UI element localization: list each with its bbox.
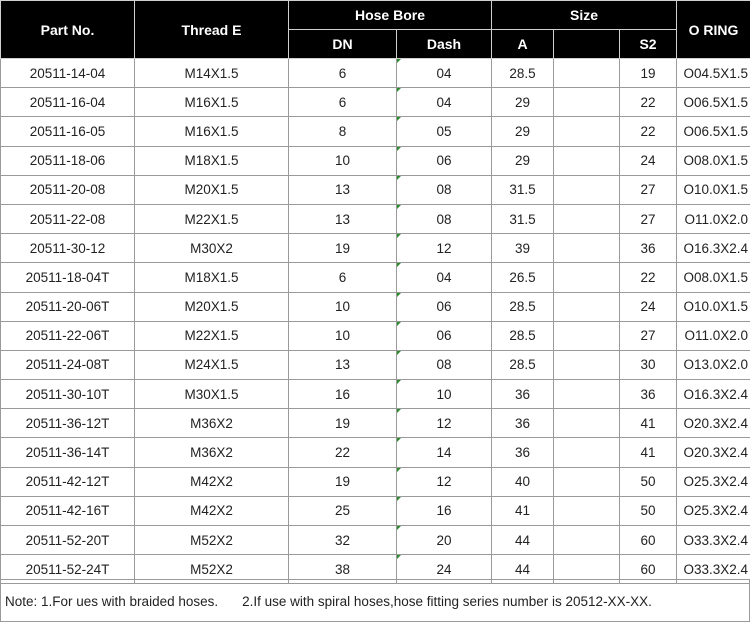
- cell-o-ring: O06.5X1.5: [677, 117, 750, 146]
- cell-dash: 06: [397, 146, 492, 175]
- cell-blank: [554, 146, 620, 175]
- cell-o-ring: O33.3X2.4: [677, 526, 750, 555]
- cell-blank: [554, 380, 620, 409]
- cell-s2: 41: [620, 438, 677, 467]
- table-row: [1, 438, 750, 467]
- cell-thread-e: M52X2: [135, 526, 289, 555]
- cell-blank: [554, 496, 620, 525]
- header-size: Size: [492, 1, 677, 30]
- cell-blank: [554, 292, 620, 321]
- cell-s2: 36: [620, 380, 677, 409]
- cell-part-no: 20511-42-12T: [1, 467, 135, 496]
- cell-s2: 30: [620, 350, 677, 379]
- cell-o-ring: O11.0X2.0: [677, 321, 750, 350]
- cell-dash: 24: [397, 555, 492, 584]
- cell-dn: 25: [289, 496, 397, 525]
- cell-thread-e: M30X1.5: [135, 380, 289, 409]
- cell-dash: 04: [397, 59, 492, 88]
- cell-dash: 16: [397, 496, 492, 525]
- table-row: [1, 117, 750, 146]
- cell-dash: 06: [397, 292, 492, 321]
- cell-o-ring: O16.3X2.4: [677, 234, 750, 263]
- table-row: [1, 234, 750, 263]
- cell-s2: 27: [620, 175, 677, 204]
- cell-part-no: 20511-42-16T: [1, 496, 135, 525]
- cell-blank: [554, 467, 620, 496]
- cell-a: 36: [492, 438, 554, 467]
- header-a: A: [492, 30, 554, 59]
- cell-thread-e: M36X2: [135, 438, 289, 467]
- cell-thread-e: M16X1.5: [135, 88, 289, 117]
- cell-part-no: 20511-22-06T: [1, 321, 135, 350]
- header-part-no: Part No.: [1, 1, 135, 59]
- cell-thread-e: M36X2: [135, 409, 289, 438]
- cell-a: 39: [492, 234, 554, 263]
- cell-s2: 60: [620, 526, 677, 555]
- table-row: [1, 321, 750, 350]
- cell-o-ring: O10.0X1.5: [677, 175, 750, 204]
- cell-s2: 36: [620, 234, 677, 263]
- cell-s2: 22: [620, 263, 677, 292]
- cell-part-no: 20511-18-04T: [1, 263, 135, 292]
- table-row: [1, 526, 750, 555]
- cell-a: 31.5: [492, 204, 554, 233]
- cell-part-no: 20511-36-12T: [1, 409, 135, 438]
- cell-a: 29: [492, 146, 554, 175]
- cell-dn: 38: [289, 555, 397, 584]
- cell-part-no: 20511-20-06T: [1, 292, 135, 321]
- cell-part-no: 20511-22-08: [1, 204, 135, 233]
- cell-s2: 22: [620, 88, 677, 117]
- cell-thread-e: M14X1.5: [135, 59, 289, 88]
- cell-thread-e: M16X1.5: [135, 117, 289, 146]
- cell-dash: 10: [397, 380, 492, 409]
- cell-part-no: 20511-52-20T: [1, 526, 135, 555]
- cell-dash: 06: [397, 321, 492, 350]
- cell-o-ring: O04.5X1.5: [677, 59, 750, 88]
- cell-dn: 19: [289, 409, 397, 438]
- cell-a: 29: [492, 117, 554, 146]
- cell-thread-e: M20X1.5: [135, 292, 289, 321]
- cell-o-ring: O06.5X1.5: [677, 88, 750, 117]
- table-row: [1, 409, 750, 438]
- cell-s2: 19: [620, 59, 677, 88]
- cell-o-ring: O08.0X1.5: [677, 146, 750, 175]
- cell-blank: [554, 526, 620, 555]
- cell-blank: [554, 59, 620, 88]
- cell-s2: 41: [620, 409, 677, 438]
- cell-a: 26.5: [492, 263, 554, 292]
- cell-blank: [554, 321, 620, 350]
- cell-dash: 12: [397, 234, 492, 263]
- cell-dash: 04: [397, 263, 492, 292]
- header-thread-e: Thread E: [135, 1, 289, 59]
- table-row: [1, 88, 750, 117]
- footnote: [0, 579, 750, 622]
- cell-blank: [554, 204, 620, 233]
- cell-thread-e: M22X1.5: [135, 321, 289, 350]
- cell-blank: [554, 350, 620, 379]
- cell-part-no: 20511-18-06: [1, 146, 135, 175]
- cell-s2: 27: [620, 321, 677, 350]
- cell-o-ring: O11.0X2.0: [677, 204, 750, 233]
- cell-dn: 6: [289, 263, 397, 292]
- cell-s2: 22: [620, 117, 677, 146]
- cell-a: 28.5: [492, 59, 554, 88]
- cell-thread-e: M20X1.5: [135, 175, 289, 204]
- table-row: [1, 204, 750, 233]
- table-header: [1, 1, 750, 59]
- cell-dn: 13: [289, 175, 397, 204]
- cell-dn: 16: [289, 380, 397, 409]
- cell-a: 44: [492, 555, 554, 584]
- cell-s2: 50: [620, 467, 677, 496]
- header-o-ring: O RING: [677, 1, 750, 59]
- cell-dash: 08: [397, 350, 492, 379]
- header-dash: Dash: [397, 30, 492, 59]
- cell-dash: 12: [397, 467, 492, 496]
- cell-dash: 12: [397, 409, 492, 438]
- header-hose-bore: Hose Bore: [289, 1, 492, 30]
- cell-dash: 04: [397, 88, 492, 117]
- cell-thread-e: M22X1.5: [135, 204, 289, 233]
- table-row: [1, 292, 750, 321]
- cell-dn: 19: [289, 467, 397, 496]
- table-row: [1, 175, 750, 204]
- cell-o-ring: O20.3X2.4: [677, 438, 750, 467]
- cell-part-no: 20511-16-05: [1, 117, 135, 146]
- cell-blank: [554, 263, 620, 292]
- table-row: [1, 263, 750, 292]
- table-body: [1, 59, 750, 584]
- cell-dn: 10: [289, 146, 397, 175]
- cell-part-no: 20511-14-04: [1, 59, 135, 88]
- cell-dn: 32: [289, 526, 397, 555]
- cell-thread-e: M30X2: [135, 234, 289, 263]
- cell-a: 36: [492, 409, 554, 438]
- cell-blank: [554, 175, 620, 204]
- cell-thread-e: M24X1.5: [135, 350, 289, 379]
- cell-thread-e: M18X1.5: [135, 146, 289, 175]
- cell-thread-e: M42X2: [135, 496, 289, 525]
- cell-dn: 10: [289, 292, 397, 321]
- cell-o-ring: O25.3X2.4: [677, 496, 750, 525]
- table-row: [1, 467, 750, 496]
- cell-o-ring: O16.3X2.4: [677, 380, 750, 409]
- cell-a: 44: [492, 526, 554, 555]
- cell-a: 28.5: [492, 350, 554, 379]
- header-dn: DN: [289, 30, 397, 59]
- cell-s2: 50: [620, 496, 677, 525]
- cell-a: 41: [492, 496, 554, 525]
- cell-s2: 24: [620, 292, 677, 321]
- cell-part-no: 20511-16-04: [1, 88, 135, 117]
- cell-blank: [554, 88, 620, 117]
- cell-blank: [554, 438, 620, 467]
- cell-dash: 20: [397, 526, 492, 555]
- header-blank: [554, 30, 620, 59]
- cell-dn: 6: [289, 88, 397, 117]
- cell-blank: [554, 409, 620, 438]
- cell-dn: 8: [289, 117, 397, 146]
- table-row: [1, 380, 750, 409]
- cell-o-ring: O10.0X1.5: [677, 292, 750, 321]
- cell-dn: 19: [289, 234, 397, 263]
- cell-o-ring: O13.0X2.0: [677, 350, 750, 379]
- cell-dash: 14: [397, 438, 492, 467]
- cell-part-no: 20511-20-08: [1, 175, 135, 204]
- cell-a: 36: [492, 380, 554, 409]
- cell-dn: 6: [289, 59, 397, 88]
- cell-thread-e: M52X2: [135, 555, 289, 584]
- cell-part-no: 20511-24-08T: [1, 350, 135, 379]
- cell-thread-e: M42X2: [135, 467, 289, 496]
- cell-dash: 08: [397, 204, 492, 233]
- cell-dn: 10: [289, 321, 397, 350]
- cell-o-ring: O20.3X2.4: [677, 409, 750, 438]
- cell-blank: [554, 234, 620, 263]
- cell-thread-e: M18X1.5: [135, 263, 289, 292]
- cell-a: 28.5: [492, 292, 554, 321]
- cell-part-no: 20511-30-12: [1, 234, 135, 263]
- table-row: [1, 59, 750, 88]
- footnote-1: Note: 1.For ues with braided hoses.: [5, 594, 219, 609]
- cell-a: 28.5: [492, 321, 554, 350]
- cell-o-ring: O33.3X2.4: [677, 555, 750, 584]
- cell-o-ring: O08.0X1.5: [677, 263, 750, 292]
- cell-part-no: 20511-52-24T: [1, 555, 135, 584]
- cell-s2: 27: [620, 204, 677, 233]
- table-row: [1, 146, 750, 175]
- cell-s2: 24: [620, 146, 677, 175]
- cell-blank: [554, 117, 620, 146]
- header-s2: S2: [620, 30, 677, 59]
- cell-dash: 08: [397, 175, 492, 204]
- cell-o-ring: O25.3X2.4: [677, 467, 750, 496]
- cell-a: 29: [492, 88, 554, 117]
- table-row: [1, 496, 750, 525]
- cell-s2: 60: [620, 555, 677, 584]
- cell-dn: 13: [289, 204, 397, 233]
- cell-dn: 13: [289, 350, 397, 379]
- cell-dn: 22: [289, 438, 397, 467]
- cell-part-no: 20511-30-10T: [1, 380, 135, 409]
- table-row: [1, 350, 750, 379]
- cell-dash: 05: [397, 117, 492, 146]
- footnote-2: 2.If use with spiral hoses,hose fitting series number is 20512-XX-XX.: [242, 594, 652, 609]
- cell-a: 40: [492, 467, 554, 496]
- cell-a: 31.5: [492, 175, 554, 204]
- cell-part-no: 20511-36-14T: [1, 438, 135, 467]
